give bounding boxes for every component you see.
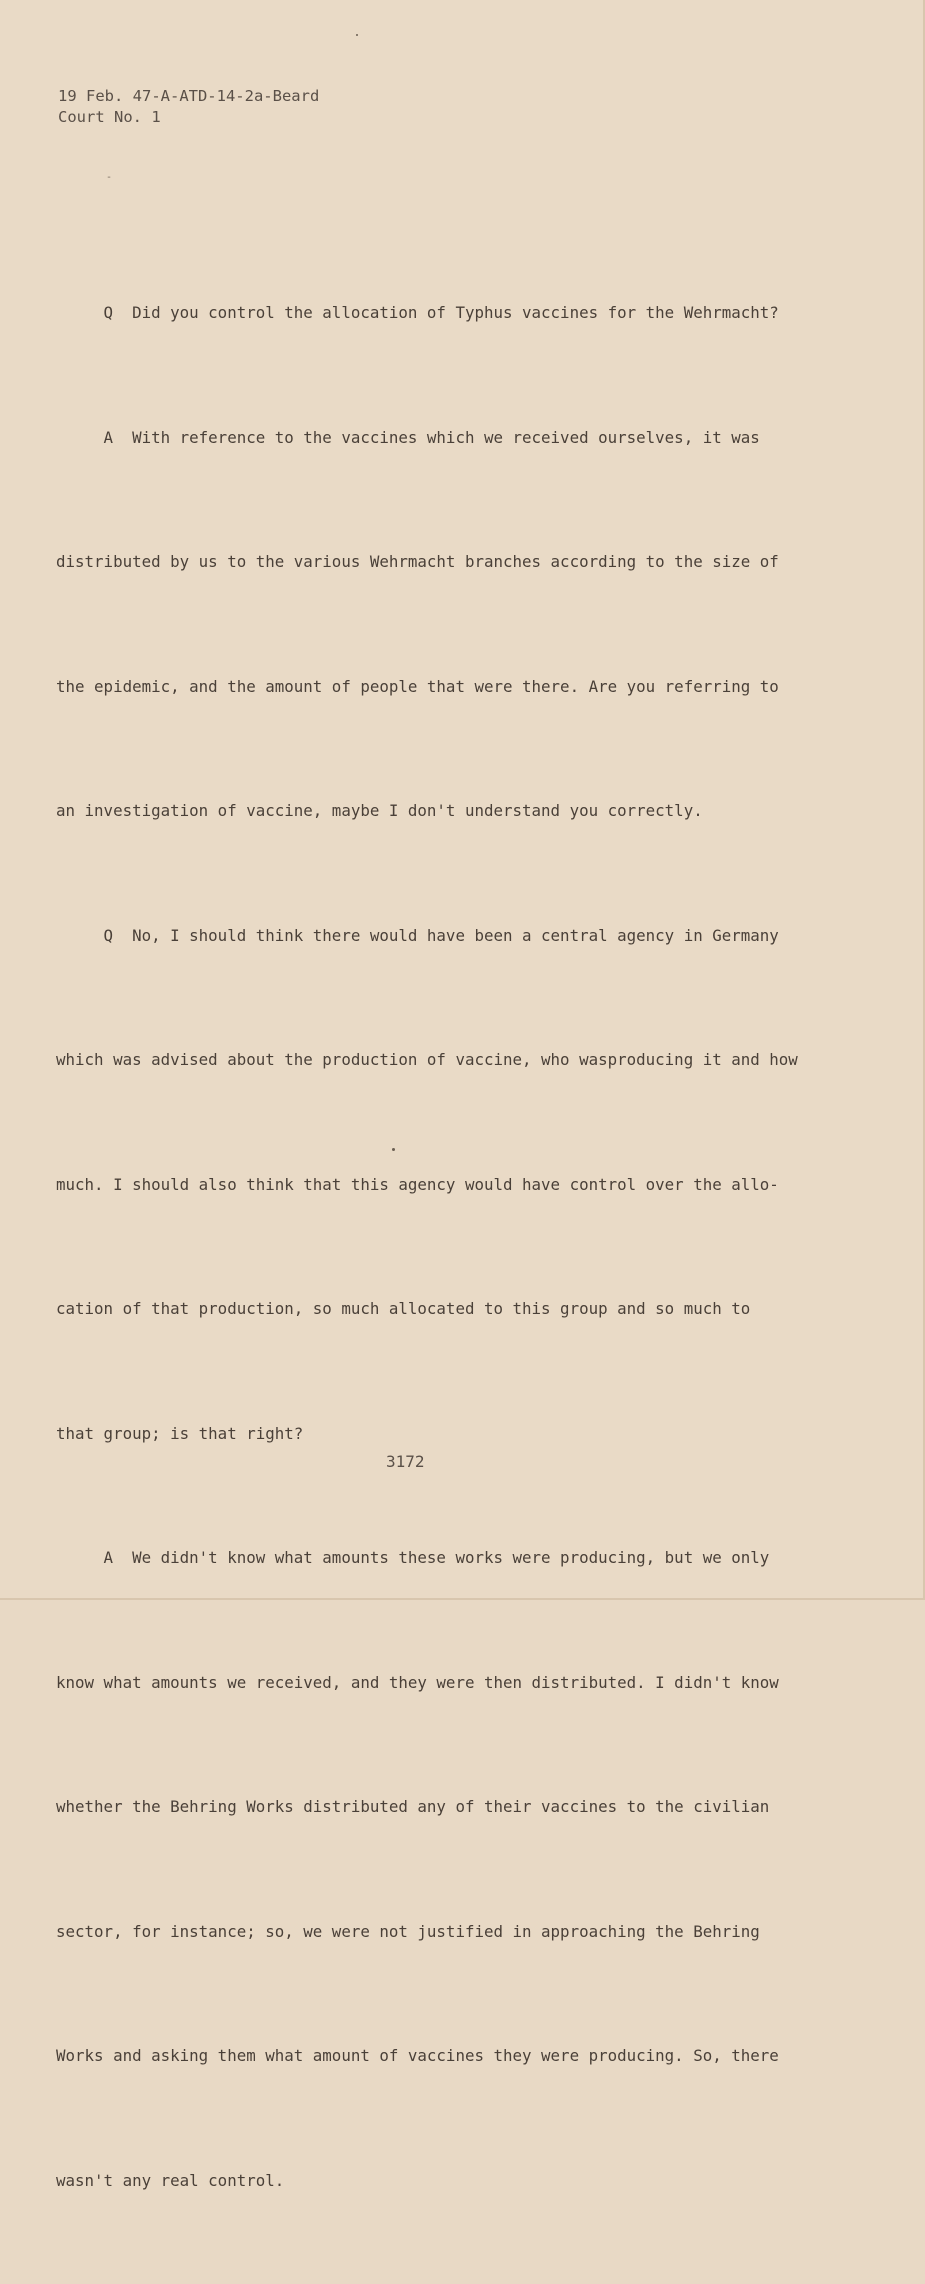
transcript-line-8: much. I should also think that this agency would have control over the allo- <box>56 1174 779 1194</box>
transcript-line-5: an investigation of vaccine, maybe I don't understand you correctly. <box>56 801 703 820</box>
header-reference: 19 Feb. 47-A-ATD-14-2a-Beard <box>58 87 320 105</box>
transcript-line-3: distributed by us to the various Wehrmacht branches according to the size of <box>56 552 779 571</box>
transcript-line-11: A We didn't know what amounts these works were producing, but we only <box>56 1548 770 1567</box>
transcript-line-10: that group; is that right? <box>56 1423 304 1443</box>
transcript-line-2: A With reference to the vaccines which we received ourselves, it was <box>56 427 760 447</box>
transcript-line-15: Works and asking them what amount of vaccines they were producing. So, there <box>56 2046 779 2065</box>
transcript-line-12: know what amounts we received, and they were then distributed. I didn't know <box>56 1672 779 1692</box>
transcript-line-7: which was advised about the production of vaccine, who wasproducing it and how <box>56 1050 798 1069</box>
transcript-line-6: Q No, I should think there would have been a central agency in Germany <box>56 925 779 945</box>
transcript-line-4: the epidemic, and the amount of people that were there. Are you referring to <box>56 676 779 696</box>
margin-mark: - <box>106 172 113 183</box>
paper-speck <box>392 1148 395 1151</box>
document-header <box>58 86 319 128</box>
paper-speck <box>356 34 358 36</box>
transcript-line-1: Q Did you control the allocation of Typhus vaccines for the Wehrmacht? <box>56 303 779 322</box>
transcript-body <box>56 209 856 2284</box>
transcript-line-13: whether the Behring Works distributed any of their vaccines to the civilian <box>56 1797 770 1816</box>
header-court: Court No. 1 <box>58 108 161 126</box>
transcript-line-16: wasn't any real control. <box>56 2170 285 2190</box>
transcript-line-9: cation of that production, so much allocated to this group and so much to <box>56 1299 751 1318</box>
page-number: 3172 <box>386 1452 425 1471</box>
transcript-line-14: sector, for instance; so, we were not justified in approaching the Behring <box>56 1921 760 1941</box>
